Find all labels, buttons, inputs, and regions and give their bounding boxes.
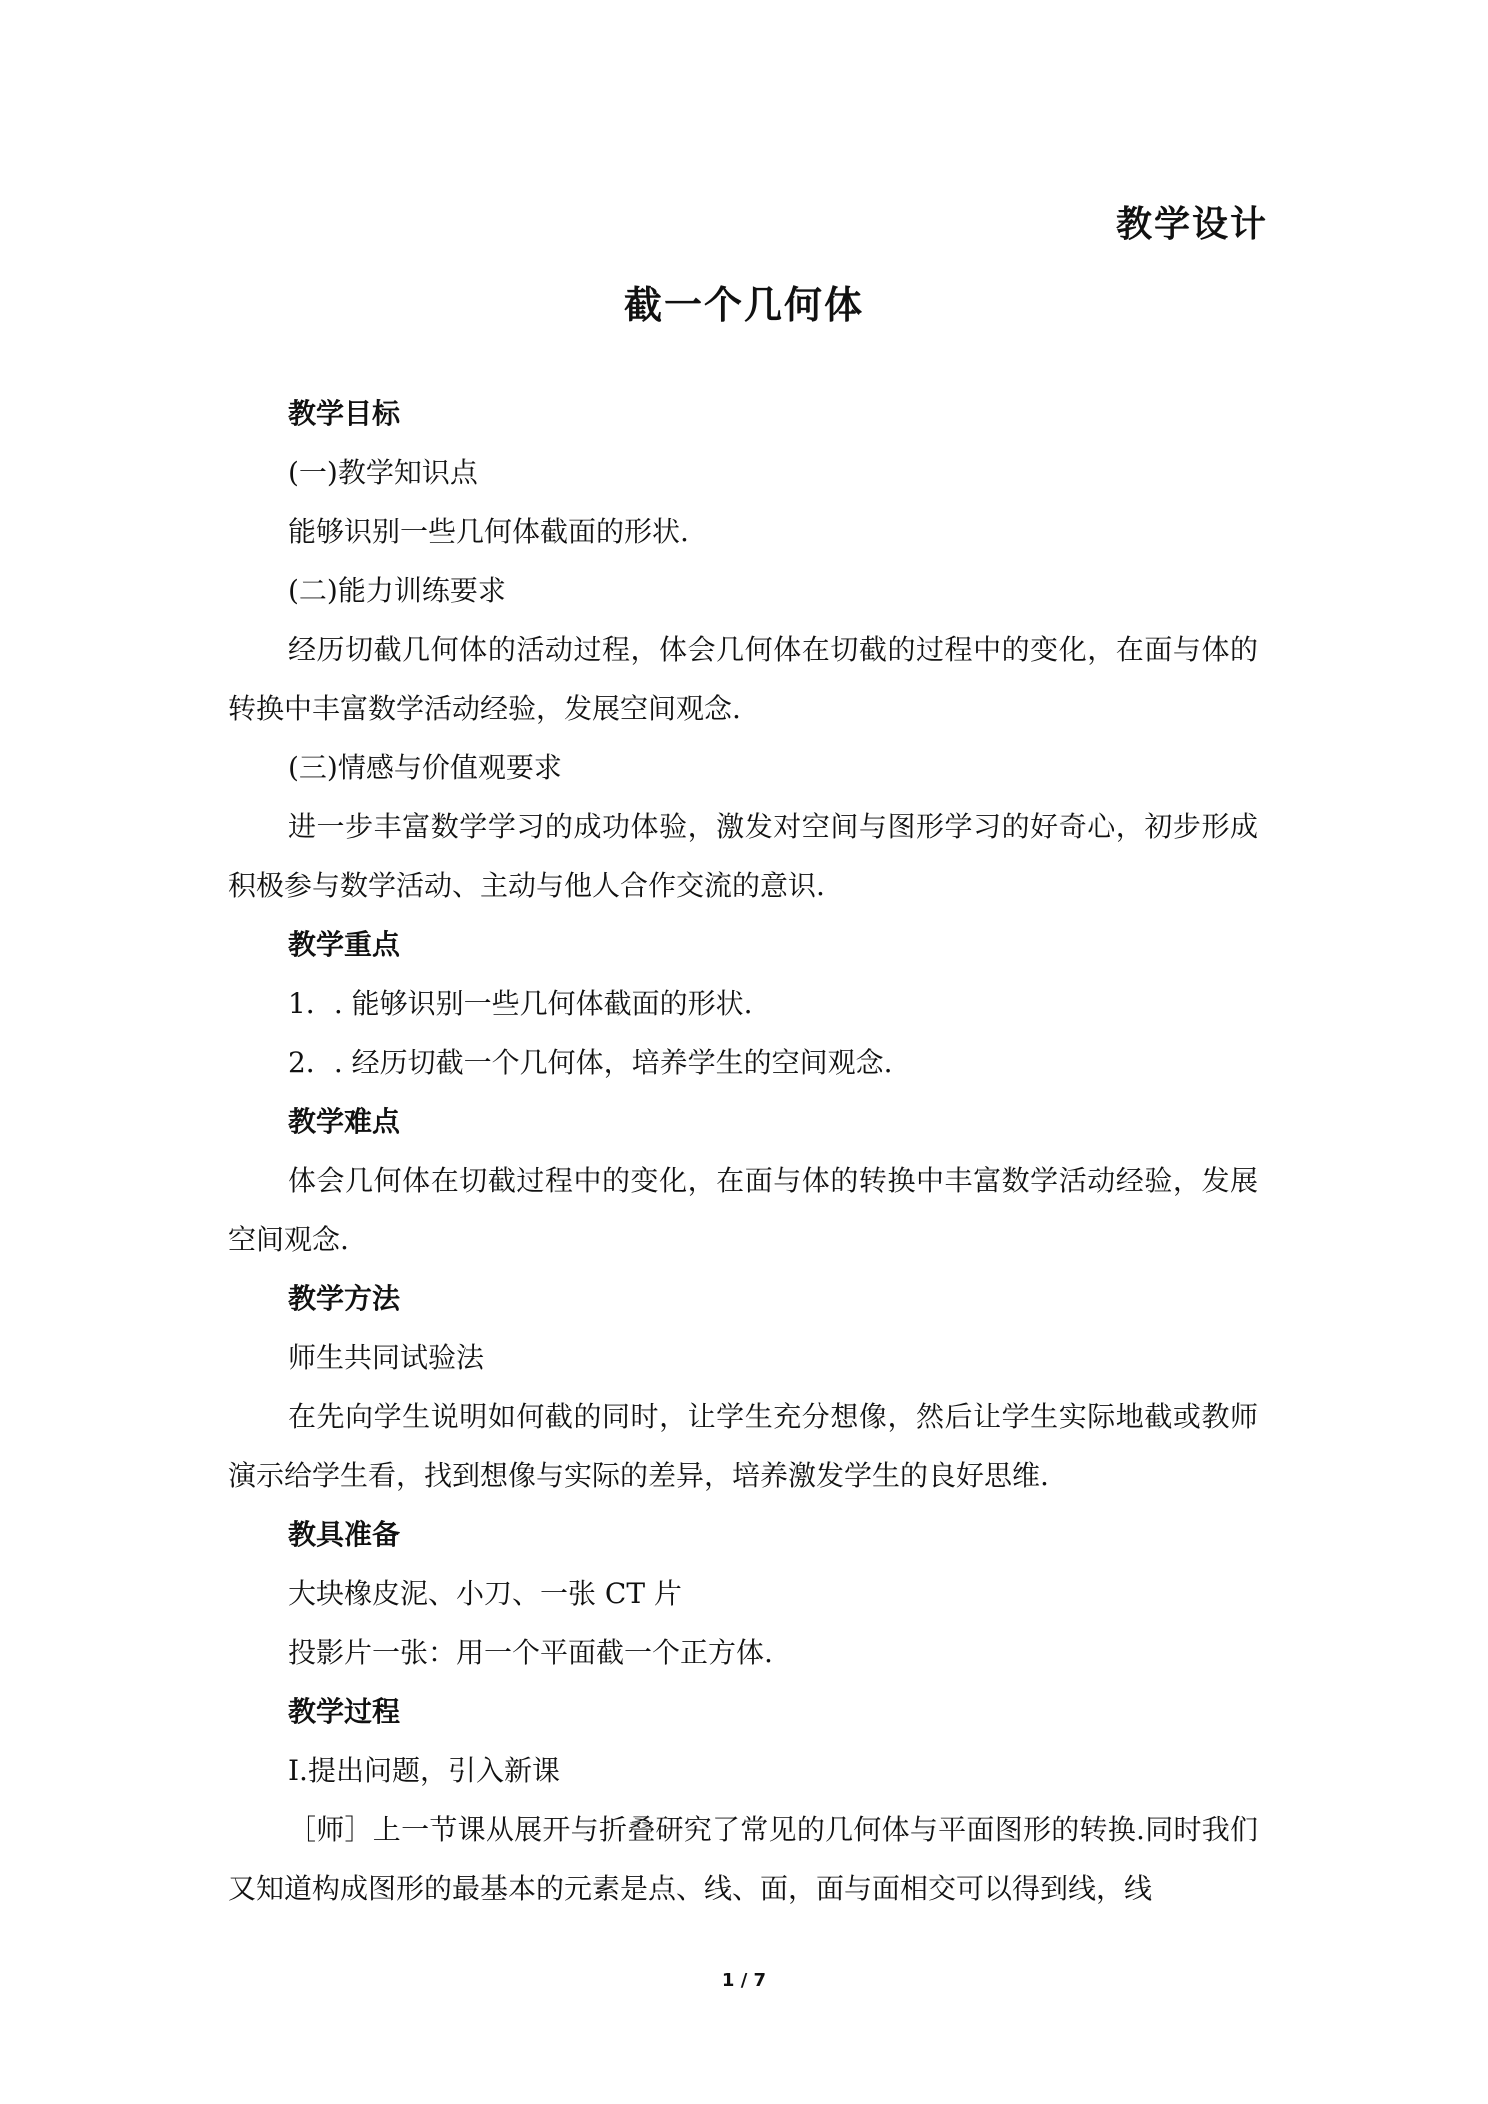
process-step: Ⅰ.提出问题，引入新课: [288, 1754, 560, 1787]
page-title: 截一个几何体: [623, 282, 864, 327]
key-point-item: 2．. 经历切截一个几何体，培养学生的空间观念.: [288, 1046, 893, 1079]
key-points-heading: 教学重点: [288, 928, 401, 961]
emotion-label: (三)情感与价值观要求: [288, 751, 562, 784]
page-number: 1 / 7: [721, 1970, 767, 1991]
objectives-heading: 教学目标: [288, 397, 401, 430]
materials-line: 大块橡皮泥、小刀、一张 CT 片: [288, 1577, 682, 1610]
methods-heading: 教学方法: [288, 1282, 401, 1315]
method-name: 师生共同试验法: [288, 1341, 485, 1374]
ability-label: (二)能力训练要求: [288, 574, 506, 607]
difficulties-heading: 教学难点: [288, 1105, 401, 1138]
document-header-label: 教学设计: [1115, 203, 1268, 245]
teacher-text: ［师］上一节课从展开与折叠研究了常见的几何体与平面图形的转换.同时我们又知道构成图形的最基本的元素是点、线、面，面与面相交可以得到线，线: [228, 1813, 1258, 1905]
key-point-item: 1．. 能够识别一些几何体截面的形状.: [288, 987, 753, 1020]
ability-text: 经历切截几何体的活动过程，体会几何体在切截的过程中的变化，在面与体的转换中丰富数学活动经验，发展空间观念.: [228, 633, 1258, 725]
materials-heading: 教具准备: [288, 1518, 401, 1551]
methods-text: 在先向学生说明如何截的同时，让学生充分想像，然后让学生实际地截或教师演示给学生看，找到想像与实际的差异，培养激发学生的良好思维.: [228, 1400, 1258, 1492]
knowledge-text: 能够识别一些几何体截面的形状.: [288, 515, 689, 548]
emotion-text: 进一步丰富数学学习的成功体验，激发对空间与图形学习的好奇心，初步形成积极参与数学活动、主动与他人合作交流的意识.: [228, 810, 1258, 902]
difficulties-text: 体会几何体在切截过程中的变化，在面与体的转换中丰富数学活动经验，发展空间观念.: [228, 1164, 1258, 1256]
document-body: [228, 384, 1258, 1918]
process-heading: 教学过程: [288, 1695, 401, 1728]
materials-line: 投影片一张：用一个平面截一个正方体.: [288, 1636, 773, 1669]
knowledge-label: (一)教学知识点: [288, 456, 478, 489]
